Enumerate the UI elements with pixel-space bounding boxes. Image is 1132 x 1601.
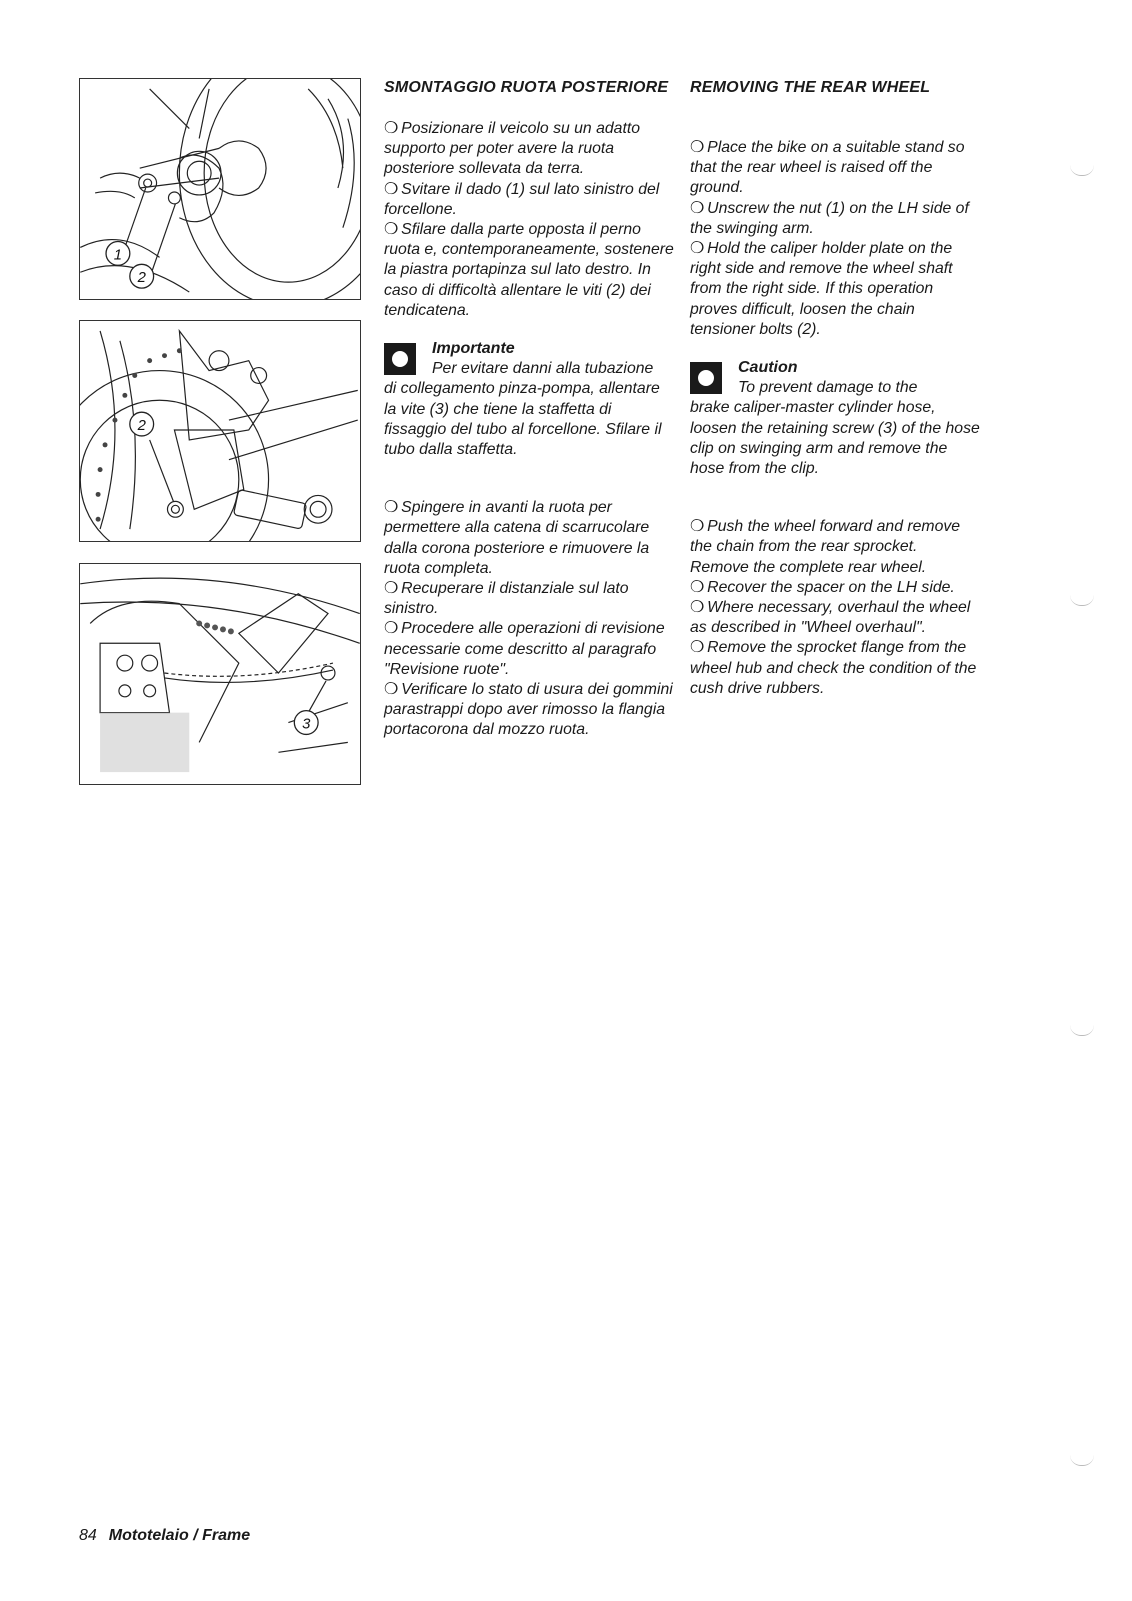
- italian-note-body: di collegamento pinza-pompa, allentare la vite (3) che tiene la staffetta di fissaggio del tubo al forcellone. Sfilare il tubo dalla staffetta.: [384, 380, 662, 459]
- bullet-icon: ❍: [384, 499, 399, 517]
- italian-heading: SMONTAGGIO RUOTA POSTERIORE: [384, 79, 669, 96]
- english-caution-note: [690, 358, 980, 479]
- italian-step-3: ❍ Sfilare dalla parte opposta il perno ruota e, contemporaneamente, sostenere la piastra portapinza sul lato destro. In caso di difficoltà allentare le viti (2) dei tendicatena.: [384, 221, 674, 319]
- bullet-icon: ❍: [384, 681, 399, 699]
- italian-step-2: ❍ Svitare il dado (1) sul lato sinistro del forcellone.: [384, 180, 660, 218]
- callout-2: [130, 264, 154, 288]
- warning-icon: [384, 343, 416, 375]
- english-step-6: ❍ Where necessary, overhaul the wheel as described in "Wheel overhaul".: [690, 599, 971, 637]
- bullet-icon: ❍: [384, 180, 399, 198]
- english-note-title: Caution: [738, 359, 798, 377]
- axle-illustration: [80, 321, 360, 541]
- bullet-icon: ❍: [384, 120, 399, 137]
- callout-3: [294, 711, 318, 735]
- bullet-icon: ❍: [690, 199, 705, 217]
- svg-text:2: 2: [137, 270, 146, 287]
- bullet-icon: ❍: [690, 599, 705, 617]
- english-heading: REMOVING THE REAR WHEEL: [690, 79, 931, 96]
- english-step-1: ❍ Place the bike on a suitable stand so that the rear wheel is raised off the ground.: [690, 139, 965, 197]
- english-step-7: ❍ Remove the sprocket flange from the wheel hub and check the condition of the cush drive rubbers.: [690, 639, 977, 697]
- footer-section-title: Mototelaio / Frame: [108, 1527, 251, 1544]
- page-footer: [79, 1527, 250, 1545]
- svg-text:3: 3: [302, 716, 311, 733]
- figure-rear-wheel-nut: [79, 78, 361, 300]
- italian-step-6: ❍ Procedere alle operazioni di revisione necessarie come descritto al paragrafo "Revisione ruote".: [384, 620, 665, 678]
- figure-axle-removal: [79, 320, 361, 542]
- italian-step-5: ❍ Recuperare il distanziale sul lato sinistro.: [384, 580, 629, 618]
- binder-mark: [1070, 1025, 1094, 1036]
- english-column: [690, 78, 980, 699]
- bullet-icon: ❍: [690, 518, 705, 536]
- english-step-4: ❍ Push the wheel forward and remove the chain from the rear sprocket. Remove the complete rear wheel.: [690, 518, 961, 576]
- svg-text:1: 1: [113, 247, 123, 264]
- bullet-icon: ❍: [690, 240, 705, 258]
- warning-icon: [690, 362, 722, 394]
- english-step-3: ❍ Hold the caliper holder plate on the right side and remove the wheel shaft from the right side. If this operation proves difficult, loosen the chain tensioner bolts (2).: [690, 240, 953, 338]
- bullet-icon: ❍: [690, 639, 705, 657]
- bullet-icon: ❍: [690, 139, 705, 156]
- english-note-first-line: To prevent damage to the: [738, 379, 918, 397]
- binder-mark: [1070, 595, 1094, 606]
- english-step-5: ❍ Recover the spacer on the LH side.: [690, 578, 955, 596]
- italian-warning-note: [384, 339, 674, 460]
- bullet-icon: ❍: [690, 578, 705, 596]
- italian-step-7: ❍ Verificare lo stato di usura dei gommini parastrappi dopo aver rimosso la flangia portacorona dal mozzo ruota.: [384, 681, 673, 739]
- bullet-icon: ❍: [384, 580, 399, 598]
- english-step-2: ❍ Unscrew the nut (1) on the LH side of the swinging arm.: [690, 199, 969, 237]
- binder-mark: [1070, 1455, 1094, 1466]
- italian-step-4: ❍ Spingere in avanti la ruota per permettere alla catena di scarrucolare dalla corona posteriore e rimuovere la ruota completa.: [384, 499, 650, 577]
- binder-mark: [1070, 165, 1094, 176]
- rear-wheel-illustration: [80, 79, 360, 299]
- bullet-icon: ❍: [384, 620, 399, 638]
- figure-caliper-hose: [79, 563, 361, 785]
- italian-note-title: Importante: [432, 340, 515, 358]
- callout-2-fig2: [130, 412, 154, 436]
- italian-column: [384, 78, 674, 741]
- callout-1: [106, 242, 130, 266]
- page-number: 84: [79, 1527, 97, 1544]
- caliper-illustration: [80, 564, 360, 784]
- italian-step-1: ❍ Posizionare il veicolo su un adatto supporto per poter avere la ruota posteriore sollevata da terra.: [384, 120, 641, 178]
- italian-note-first-line: Per evitare danni alla tubazione: [432, 360, 654, 378]
- english-note-body: brake caliper-master cylinder hose, loosen the retaining screw (3) of the hose clip on swinging arm and remove the hose from the clip.: [690, 399, 980, 478]
- svg-text:2: 2: [137, 418, 146, 435]
- bullet-icon: ❍: [384, 221, 399, 239]
